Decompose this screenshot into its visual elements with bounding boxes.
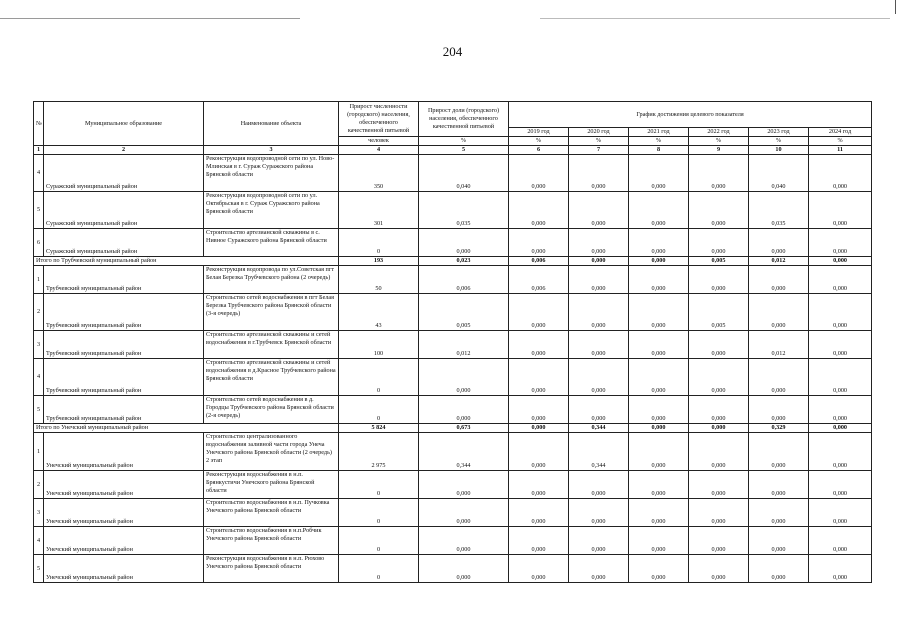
year-value-cell: 0,000 — [509, 331, 569, 359]
header-share-growth: Прирост доли (городского) населения, обеспеченного качественной питьевой — [419, 102, 509, 137]
year-value-cell: 0,000 — [569, 229, 629, 257]
object-cell: Реконструкция водопроводной сети по ул. Октябрьская в г. Сураж Суражского района Брянской области — [204, 192, 339, 229]
year-value-cell: 0,000 — [629, 471, 689, 499]
table-row — [34, 331, 872, 359]
share-cell: 0,040 — [419, 155, 509, 192]
year-value-cell: 0,000 — [749, 527, 809, 555]
year-value-cell: 0,005 — [689, 294, 749, 331]
year-value-cell: 0,000 — [749, 359, 809, 396]
unit-percent: % — [749, 137, 809, 146]
share-cell: 0,000 — [419, 396, 509, 424]
year-value-cell: 0,000 — [809, 471, 872, 499]
year-value-cell: 0,000 — [749, 471, 809, 499]
year-value-cell: 0,329 — [749, 424, 809, 433]
col-number: 1 — [34, 146, 44, 155]
year-value-cell: 0,000 — [629, 499, 689, 527]
header-year: 2019 год — [509, 128, 569, 137]
year-value-cell: 0,000 — [629, 331, 689, 359]
col-number: 8 — [629, 146, 689, 155]
unit-people: человек — [339, 137, 419, 146]
row-index: 5 — [34, 192, 44, 229]
total-row — [34, 424, 872, 433]
municipality-cell: Унечский муниципальный район — [44, 433, 204, 471]
year-value-cell: 0,000 — [749, 294, 809, 331]
share-cell: 0,344 — [419, 433, 509, 471]
table-row — [34, 294, 872, 331]
object-cell: Строительство артезианской скважины в с. Нивное Суражского района Брянской области — [204, 229, 339, 257]
year-value-cell: 0,006 — [509, 266, 569, 294]
municipality-cell: Суражский муниципальный район — [44, 192, 204, 229]
row-index: 2 — [34, 471, 44, 499]
municipality-cell: Суражский муниципальный район — [44, 155, 204, 192]
object-cell: Реконструкция водопроводной сети по ул. Ново-Млинская в г. Сураж Суражского района Брянской области — [204, 155, 339, 192]
header-year: 2024 год — [809, 128, 872, 137]
col-number: 9 — [689, 146, 749, 155]
year-value-cell: 0,000 — [629, 433, 689, 471]
object-cell: Строительство артезианской скважины и сетей водоснабжения в д.Красное Трубчевского района Брянской области — [204, 359, 339, 396]
year-value-cell: 0,000 — [509, 155, 569, 192]
col-number: 4 — [339, 146, 419, 155]
year-value-cell: 0,000 — [629, 396, 689, 424]
row-index: 2 — [34, 294, 44, 331]
year-value-cell: 0,000 — [569, 257, 629, 266]
municipality-cell: Суражский муниципальный район — [44, 229, 204, 257]
year-value-cell: 0,000 — [629, 555, 689, 583]
year-value-cell: 0,000 — [689, 331, 749, 359]
share-cell: 0,000 — [419, 527, 509, 555]
total-label: Итого по Трубчевский муниципальный район — [34, 257, 339, 266]
scan-edge-mark — [895, 0, 896, 14]
year-value-cell: 0,000 — [509, 471, 569, 499]
year-value-cell: 0,000 — [509, 527, 569, 555]
year-value-cell: 0,000 — [569, 359, 629, 396]
year-value-cell: 0,000 — [689, 155, 749, 192]
municipality-cell: Трубчевский муниципальный район — [44, 294, 204, 331]
year-value-cell: 0,000 — [809, 396, 872, 424]
object-cell: Реконструкция водопровода по ул.Советская пгт Белая Березка Трубчевского района (2 очередь) — [204, 266, 339, 294]
year-value-cell: 0,000 — [749, 433, 809, 471]
row-index: 1 — [34, 433, 44, 471]
table-body — [34, 155, 872, 583]
object-cell: Строительство водоснабжения в н.п.Робчик Унечского района Брянской области — [204, 527, 339, 555]
col-number: 7 — [569, 146, 629, 155]
year-value-cell: 0,000 — [749, 555, 809, 583]
row-index: 4 — [34, 155, 44, 192]
year-value-cell: 0,000 — [629, 424, 689, 433]
year-value-cell: 0,000 — [689, 499, 749, 527]
year-value-cell: 0,000 — [629, 527, 689, 555]
municipality-cell: Унечский муниципальный район — [44, 555, 204, 583]
year-value-cell: 0,000 — [749, 396, 809, 424]
header-pop-growth: Прирост численности (городского) населения, обеспеченного качественной питьевой — [339, 102, 419, 137]
total-label: Итого по Унечский муниципальный район — [34, 424, 339, 433]
year-value-cell: 0,040 — [749, 155, 809, 192]
year-value-cell: 0,035 — [749, 192, 809, 229]
header-schedule: График достижения целевого показателя — [509, 102, 872, 128]
year-value-cell: 0,000 — [629, 294, 689, 331]
year-value-cell: 0,000 — [809, 266, 872, 294]
year-value-cell: 0,000 — [569, 266, 629, 294]
row-index: 3 — [34, 499, 44, 527]
header-year: 2022 год — [689, 128, 749, 137]
unit-percent: % — [509, 137, 569, 146]
share-cell: 0,000 — [419, 229, 509, 257]
table-row — [34, 396, 872, 424]
row-index: 4 — [34, 527, 44, 555]
year-value-cell: 0,000 — [689, 527, 749, 555]
col-number: 6 — [509, 146, 569, 155]
year-value-cell: 0,000 — [809, 257, 872, 266]
year-value-cell: 0,000 — [809, 155, 872, 192]
share-cell: 0,000 — [419, 359, 509, 396]
unit-percent: % — [629, 137, 689, 146]
year-value-cell: 0,000 — [749, 266, 809, 294]
year-value-cell: 0,000 — [749, 229, 809, 257]
share-cell: 0,023 — [419, 257, 509, 266]
year-value-cell: 0,000 — [809, 499, 872, 527]
year-value-cell: 0,344 — [569, 433, 629, 471]
year-value-cell: 0,000 — [689, 424, 749, 433]
share-cell: 0,005 — [419, 294, 509, 331]
table-row — [34, 192, 872, 229]
unit-percent: % — [809, 137, 872, 146]
year-value-cell: 0,000 — [629, 229, 689, 257]
population-cell: 193 — [339, 257, 419, 266]
population-cell: 0 — [339, 555, 419, 583]
year-value-cell: 0,000 — [689, 555, 749, 583]
year-value-cell: 0,000 — [509, 359, 569, 396]
object-cell: Строительство централизованного водоснабжения заливной части города Унеча Унечского района Брянской области (2 очередь) 2 этап — [204, 433, 339, 471]
population-cell: 301 — [339, 192, 419, 229]
row-index: 4 — [34, 359, 44, 396]
header-year: 2023 год — [749, 128, 809, 137]
municipality-cell: Трубчевский муниципальный район — [44, 331, 204, 359]
scan-line-left — [0, 18, 300, 19]
table-row — [34, 359, 872, 396]
population-cell: 5 824 — [339, 424, 419, 433]
year-value-cell: 0,000 — [809, 433, 872, 471]
population-cell: 0 — [339, 359, 419, 396]
year-value-cell: 0,000 — [629, 359, 689, 396]
row-index: 5 — [34, 555, 44, 583]
year-value-cell: 0,000 — [509, 555, 569, 583]
municipality-cell: Трубчевский муниципальный район — [44, 359, 204, 396]
year-value-cell: 0,000 — [689, 433, 749, 471]
table-row — [34, 499, 872, 527]
scan-line-right — [540, 18, 890, 19]
population-cell: 2 975 — [339, 433, 419, 471]
year-value-cell: 0,000 — [509, 433, 569, 471]
year-value-cell: 0,000 — [689, 359, 749, 396]
population-cell: 0 — [339, 527, 419, 555]
table-row — [34, 229, 872, 257]
year-value-cell: 0,000 — [509, 229, 569, 257]
year-value-cell: 0,000 — [809, 229, 872, 257]
year-value-cell: 0,000 — [809, 555, 872, 583]
year-value-cell: 0,000 — [569, 555, 629, 583]
row-index: 1 — [34, 266, 44, 294]
year-value-cell: 0,000 — [689, 396, 749, 424]
year-value-cell: 0,000 — [689, 229, 749, 257]
header-municipality: Муниципальное образование — [44, 102, 204, 146]
table-row — [34, 266, 872, 294]
row-index: 6 — [34, 229, 44, 257]
year-value-cell: 0,000 — [569, 192, 629, 229]
table-row — [34, 155, 872, 192]
object-cell: Строительство сетей водоснабжения в д. Городцы Трубчевского района Брянской области (2-я очередь) — [204, 396, 339, 424]
population-cell: 50 — [339, 266, 419, 294]
population-cell: 0 — [339, 499, 419, 527]
year-value-cell: 0,012 — [749, 257, 809, 266]
object-cell: Реконструкция водоснабжения в н.п. Брянкустичи Унечского района Брянской области — [204, 471, 339, 499]
col-number: 5 — [419, 146, 509, 155]
year-value-cell: 0,000 — [749, 499, 809, 527]
year-value-cell: 0,000 — [509, 294, 569, 331]
year-value-cell: 0,000 — [569, 331, 629, 359]
population-cell: 0 — [339, 229, 419, 257]
year-value-cell: 0,000 — [509, 424, 569, 433]
col-number: 3 — [204, 146, 339, 155]
table-row — [34, 527, 872, 555]
population-cell: 100 — [339, 331, 419, 359]
header-object: Наименование объекта — [204, 102, 339, 146]
year-value-cell: 0,000 — [509, 396, 569, 424]
total-row — [34, 257, 872, 266]
year-value-cell: 0,000 — [629, 266, 689, 294]
unit-percent: % — [569, 137, 629, 146]
municipality-cell: Унечский муниципальный район — [44, 527, 204, 555]
year-value-cell: 0,000 — [809, 294, 872, 331]
share-cell: 0,006 — [419, 266, 509, 294]
header-no: № — [34, 102, 44, 146]
year-value-cell: 0,000 — [809, 192, 872, 229]
page-number: 204 — [442, 44, 463, 59]
population-cell: 0 — [339, 396, 419, 424]
table-row — [34, 471, 872, 499]
share-cell: 0,000 — [419, 471, 509, 499]
year-value-cell: 0,000 — [809, 527, 872, 555]
municipality-cell: Унечский муниципальный район — [44, 499, 204, 527]
col-number: 11 — [809, 146, 872, 155]
table-row — [34, 555, 872, 583]
year-value-cell: 0,006 — [509, 257, 569, 266]
year-value-cell: 0,000 — [569, 471, 629, 499]
year-value-cell: 0,000 — [689, 266, 749, 294]
share-cell: 0,000 — [419, 555, 509, 583]
year-value-cell: 0,000 — [509, 499, 569, 527]
year-value-cell: 0,000 — [509, 192, 569, 229]
year-value-cell: 0,000 — [569, 294, 629, 331]
share-cell: 0,012 — [419, 331, 509, 359]
year-value-cell: 0,000 — [569, 396, 629, 424]
row-index: 5 — [34, 396, 44, 424]
header-year: 2020 год — [569, 128, 629, 137]
year-value-cell: 0,000 — [569, 499, 629, 527]
municipality-cell: Трубчевский муниципальный район — [44, 266, 204, 294]
object-cell: Строительство артезианской скважины и сетей водоснабжения в г.Трубчевск Брянской области — [204, 331, 339, 359]
header-year: 2021 год — [629, 128, 689, 137]
year-value-cell: 0,000 — [809, 359, 872, 396]
year-value-cell: 0,000 — [629, 192, 689, 229]
row-index: 3 — [34, 331, 44, 359]
population-cell: 0 — [339, 471, 419, 499]
year-value-cell: 0,000 — [629, 257, 689, 266]
unit-percent: % — [689, 137, 749, 146]
population-cell: 43 — [339, 294, 419, 331]
year-value-cell: 0,005 — [689, 257, 749, 266]
municipality-cell: Трубчевский муниципальный район — [44, 396, 204, 424]
year-value-cell: 0,000 — [629, 155, 689, 192]
year-value-cell: 0,000 — [809, 331, 872, 359]
year-value-cell: 0,000 — [809, 424, 872, 433]
year-value-cell: 0,344 — [569, 424, 629, 433]
year-value-cell: 0,000 — [689, 471, 749, 499]
object-cell: Строительство водоснабжения в н.п. Пучковка Унечского района Брянской области — [204, 499, 339, 527]
year-value-cell: 0,000 — [569, 527, 629, 555]
col-number: 2 — [44, 146, 204, 155]
object-cell: Строительство сетей водоснабжения в пгт Белая Березка Трубчевского района Брянской области (3-я очередь) — [204, 294, 339, 331]
col-number: 10 — [749, 146, 809, 155]
year-value-cell: 0,012 — [749, 331, 809, 359]
target-indicator-table — [33, 101, 872, 583]
object-cell: Реконструкция водоснабжения в н.п. Рюхово Унечского района Брянской области — [204, 555, 339, 583]
year-value-cell: 0,000 — [569, 155, 629, 192]
population-cell: 350 — [339, 155, 419, 192]
unit-percent: % — [419, 137, 509, 146]
share-cell: 0,035 — [419, 192, 509, 229]
year-value-cell: 0,000 — [689, 192, 749, 229]
municipality-cell: Унечский муниципальный район — [44, 471, 204, 499]
table-row — [34, 433, 872, 471]
share-cell: 0,673 — [419, 424, 509, 433]
share-cell: 0,000 — [419, 499, 509, 527]
